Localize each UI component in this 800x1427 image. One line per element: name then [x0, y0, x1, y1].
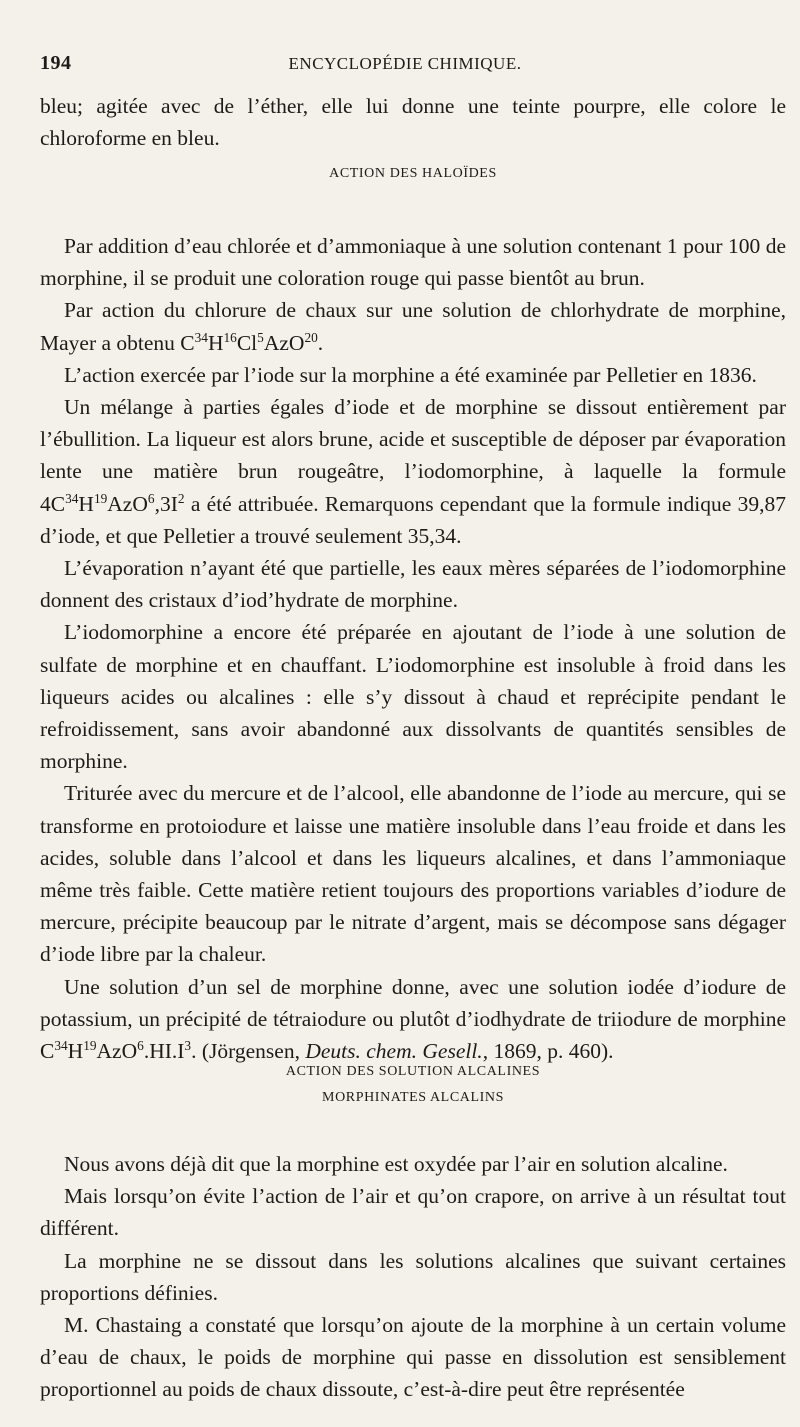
paragraph: M. Chastaing a constaté que lorsqu’on ajoute de la morphine à un certain volume d’eau de chaux, le poids de morphine qui passe en dissolution est sensiblement proportionnel au poids de chaux dissoute, c’est-à-dire peut être représentée — [40, 1313, 786, 1402]
section-haloides-body — [40, 230, 786, 1067]
page-number: 194 — [40, 52, 72, 74]
paragraph: L’iodomorphine a encore été préparée en ajoutant de l’iode à une solution de sulfate de morphine et en chauffant. L’iodomorphine est insoluble à froid dans les liqueurs acides ou alcalines : elle s’y dissout à chaud et reprécipite pendant le refroidissement, sans avoir abandonné aux dissolvants de quantités sensibles de morphine. — [40, 620, 786, 774]
page-header — [40, 52, 770, 80]
paragraph: L’évaporation n’ayant été que partielle, les eaux mères séparées de l’iodomorphine donnent des cristaux d’iod’hydrate de morphine. — [40, 556, 786, 613]
paragraph: Une solution d’un sel de morphine donne, avec une solution iodée d’iodure de potassium, un précipité de tétraiodure ou plutôt d’iodhydrate de triiodure de morphine $C^{34}H^{19}AzO^6.HI.I^3$. (Jörgensen, Deuts. chem. Gesell., 1869, p. 460). — [40, 974, 786, 1064]
paragraph: Par action du chlorure de chaux sur une solution de chlorhydrate de morphine, Mayer a obtenu $C^{34}H^{16}Cl^5AzO^{20}$. — [40, 298, 786, 355]
section-subheading-morphinates: MORPHINATES ALCALINS — [322, 1090, 504, 1105]
paragraph: Triturée avec du mercure et de l’alcool, elle abandonne de l’iode au mercure, qui se transforme en protoiodure et laisse une matière insoluble dans l’eau froide et dans les acides, soluble dans l’alcool et dans les liqueurs alcalines, et dans l’ammoniaque même très faible. Cette matière retient toujours des proportions variables d’iodure de mercure, précipite beaucoup par le nitrate d’argent, mais se décompose sans dégager d’iode libre par la chaleur. — [40, 781, 786, 967]
paragraph: L’action exercée par l’iode sur la morphine a été examinée par Pelletier en 1836. — [64, 362, 757, 387]
journal-title: Deuts. chem. Gesell. — [305, 1039, 483, 1064]
section-heading-alcalines: ACTION DES SOLUTION ALCALINES — [285, 1064, 541, 1079]
top-text-block — [40, 90, 786, 154]
paragraph: Un mélange à parties égales d’iode et de morphine se dissout entièrement par l’ébullition. La liqueur est alors brune, acide et susceptible de déposer par évaporation lente une matière brun rougeâtre, l’iodomorphine, à laquelle la formule $4C^{34}H^{19}AzO^6,3I^2$ a été attribuée. Remarquons cependant que la formule indique 39,87 d’iode, et que Pelletier a trouvé seulement 35,34. — [40, 395, 786, 548]
paragraph: Par addition d’eau chlorée et d’ammoniaque à une solution contenant 1 pour 100 de morphine, il se produit une coloration rouge qui passe bientôt au brun. — [40, 234, 786, 291]
section-heading-haloides: ACTION DES HALOÏDES — [329, 166, 497, 181]
paragraph: Nous avons déjà dit que la morphine est oxydée par l’air en solution alcaline. — [64, 1152, 728, 1176]
running-title: ENCYCLOPÉDIE CHIMIQUE. — [288, 54, 522, 73]
section-alcalines-body — [40, 1148, 786, 1406]
continuation-paragraph: bleu; agitée avec de l’éther, elle lui donne une teinte pourpre, elle colore le chloroforme en bleu. — [40, 94, 786, 151]
paragraph: Mais lorsqu’on évite l’action de l’air et qu’on crapore, on arrive à un résultat tout différent. — [40, 1184, 786, 1241]
paragraph: La morphine ne se dissout dans les solutions alcalines que suivant certaines proportions définies. — [40, 1248, 786, 1305]
